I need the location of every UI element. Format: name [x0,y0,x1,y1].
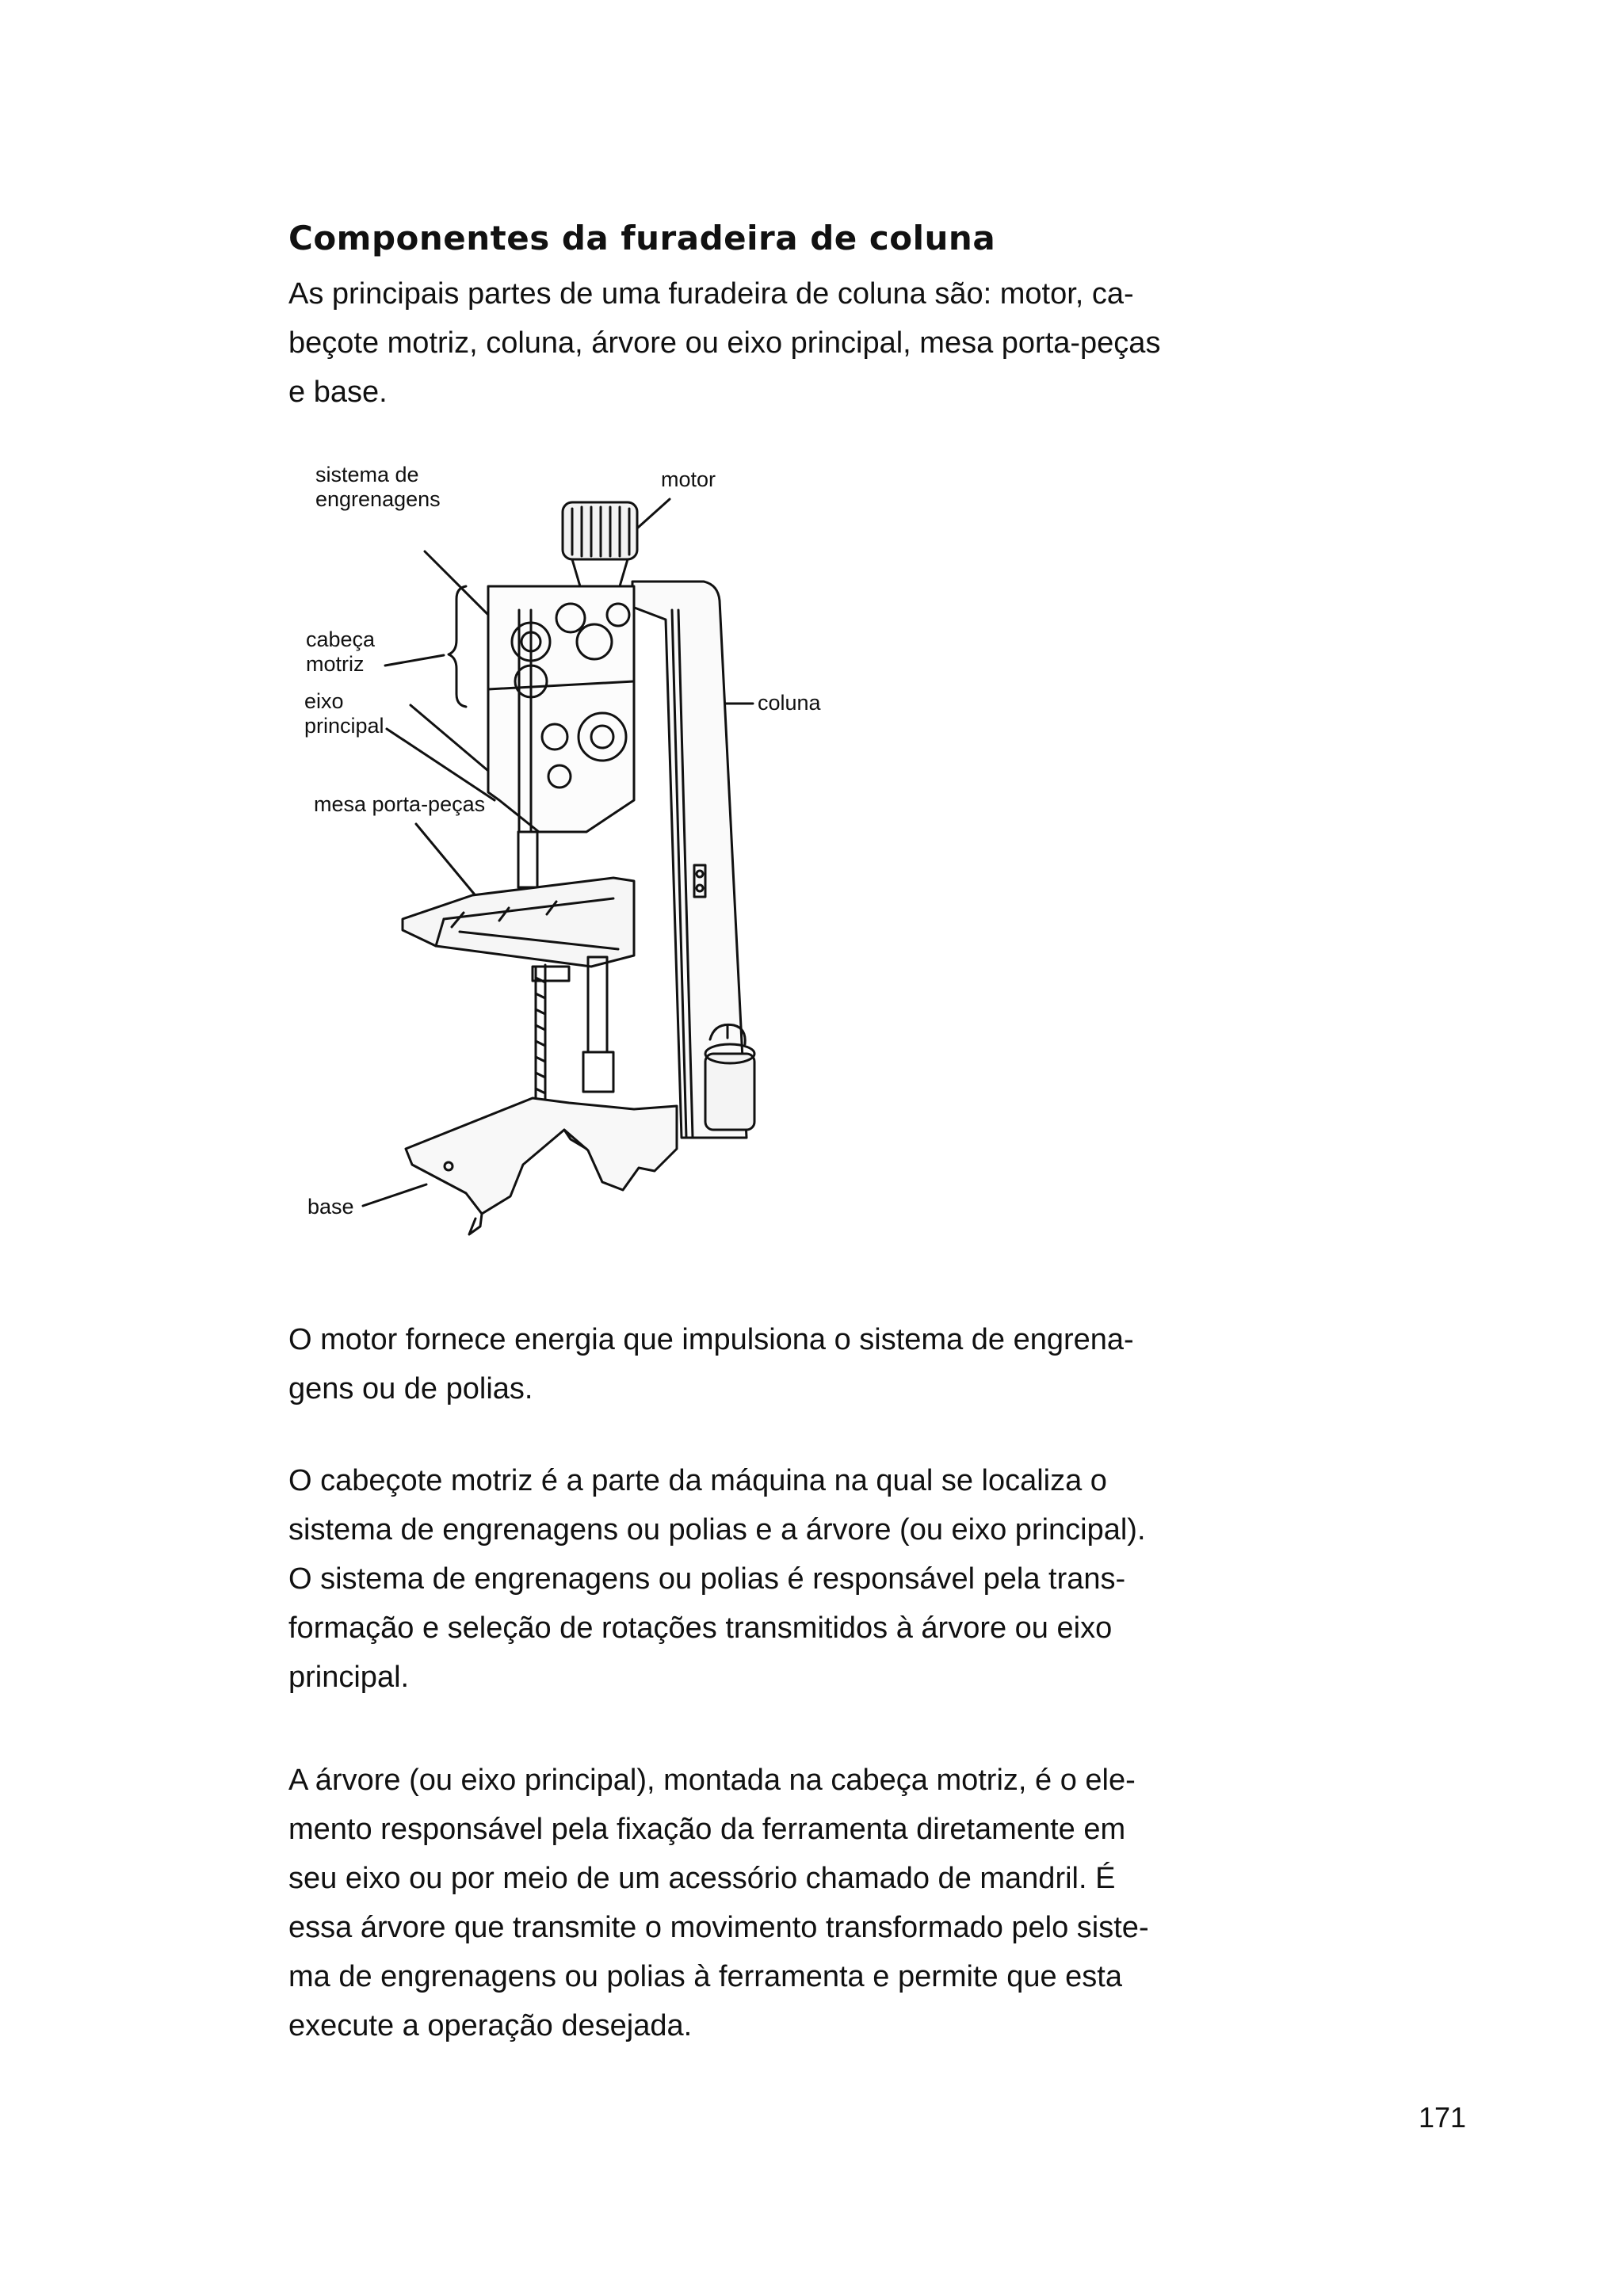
text-line: A árvore (ou eixo principal), montada na cabeça motriz, é o ele- [288,1764,1136,1797]
label-table: mesa porta-peças [314,792,486,816]
text-line: beçote motriz, coluna, árvore ou eixo principal, mesa porta-peças [288,326,1161,360]
text-line: O cabeçote motriz é a parte da máquina na qual se localiza o [288,1464,1107,1497]
section-heading: Componentes da furadeira de coluna [288,219,996,257]
text-line: ma de engrenagens ou polias à ferramenta e permite que esta [288,1960,1122,1993]
text-line: O sistema de engrenagens ou polias é responsável pela trans- [288,1562,1126,1596]
text-line: O motor fornece energia que impulsiona o sistema de engrena- [288,1323,1134,1356]
text-line: essa árvore que transmite o movimento transformado pelo siste- [288,1911,1149,1944]
intro-paragraph [288,269,1192,417]
paragraph-head [288,1456,1192,1702]
paragraph-motor [288,1315,1192,1413]
text-line: seu eixo ou por meio de um acessório chamado de mandril. É [288,1862,1116,1895]
drill-press-illustration [293,452,792,1244]
paragraph-spindle [288,1756,1192,2050]
text-line: gens ou de polias. [288,1372,533,1405]
label-gear-system: sistema de engrenagens [315,463,441,511]
text-line: mento responsável pela fixação da ferramenta diretamente em [288,1813,1126,1846]
text-line: As principais partes de uma furadeira de coluna são: motor, ca- [288,277,1134,311]
page-number: 171 [1419,2101,1467,2134]
label-motor: motor [661,467,716,491]
label-column: coluna [758,691,821,715]
label-head: cabeça motriz [306,627,376,676]
label-base: base [307,1195,354,1219]
text-line: principal. [288,1661,410,1694]
drill-press-figure [293,452,821,1244]
text-line: execute a operação desejada. [288,2009,693,2042]
text-line: e base. [288,376,388,409]
text-line: sistema de engrenagens ou polias e a árvore (ou eixo principal). [288,1513,1146,1547]
label-spindle: eixo principal [304,689,384,738]
text-line: formação e seleção de rotações transmitidos à árvore ou eixo [288,1611,1113,1645]
